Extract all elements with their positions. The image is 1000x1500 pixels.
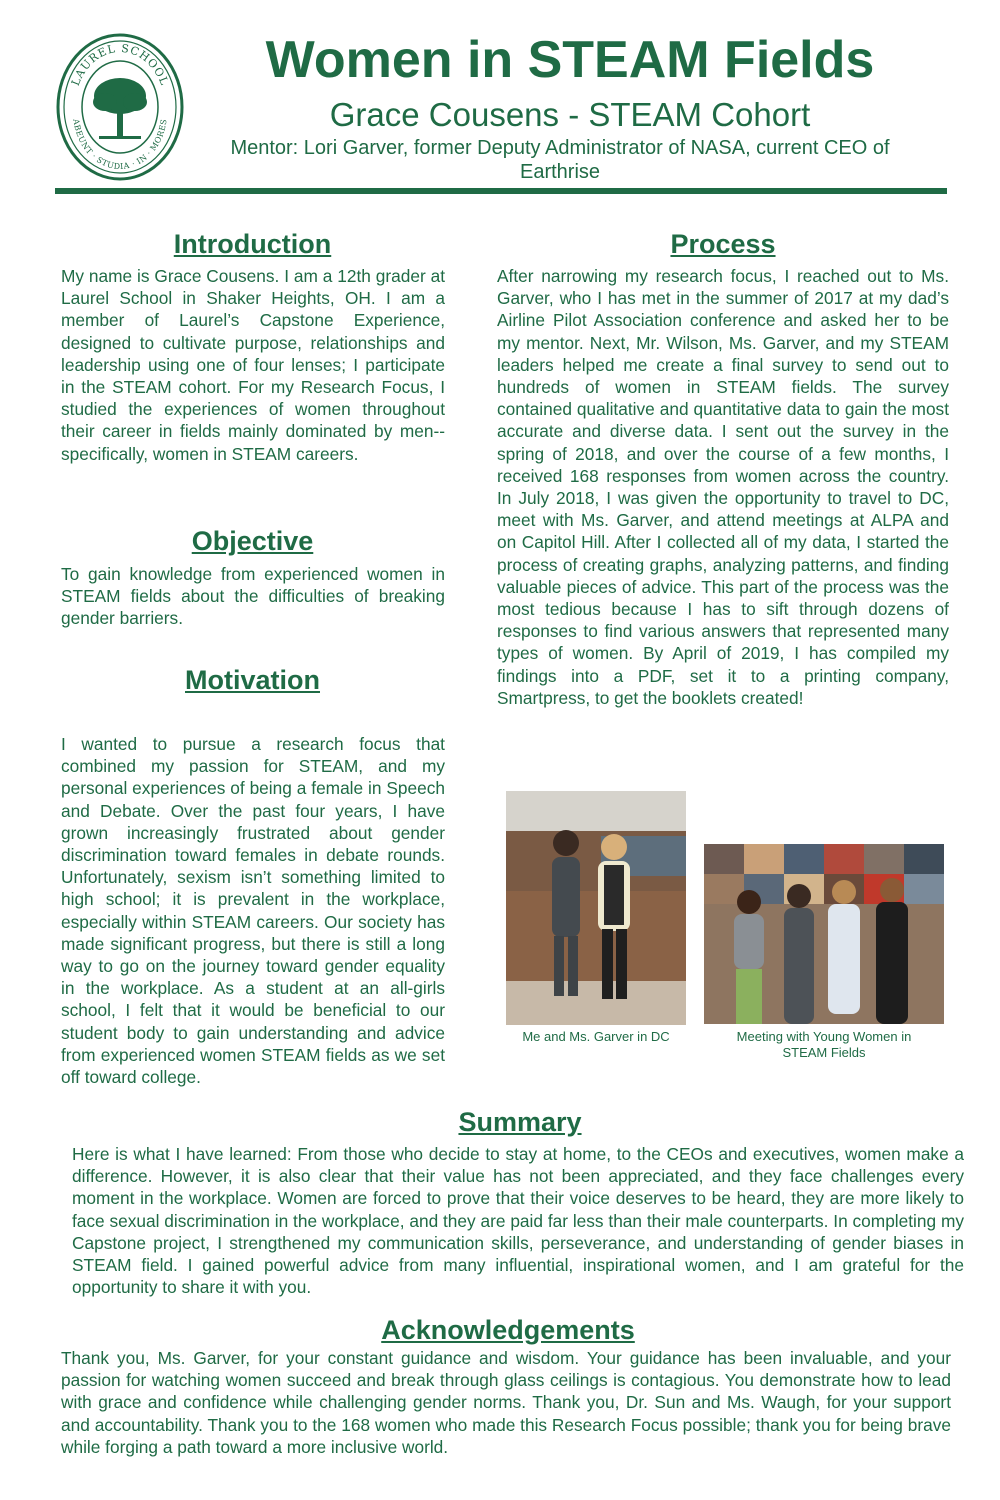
acknowledgements-heading: Acknowledgements	[381, 1315, 635, 1345]
header-divider	[55, 188, 947, 194]
objective-text: To gain knowledge from experienced women in STEAM fields about the difficulties of breaking gender barriers.	[61, 564, 445, 629]
laurel-school-seal	[55, 32, 185, 182]
introduction-heading: Introduction	[173, 229, 332, 259]
mentor-line: Mentor: Lori Garver, former Deputy Administrator of NASA, current CEO of Earthrise	[230, 137, 890, 183]
introduction-text: My name is Grace Cousens. I am a 12th grader at Laurel School in Shaker Heights, OH. I am a member of Laurel’s Capstone Experience, designed to cultivate purpose, relationships and leadership using one of four lenses; I participate in the STEAM cohort. For my Research Focus, I studied the experiences of women throughout their career in fields mainly dominated by men--specifically, women in STEAM careers.	[61, 266, 445, 464]
summary-heading: Summary	[458, 1107, 582, 1137]
motivation-heading: Motivation	[185, 665, 320, 695]
motivation-text: I wanted to pursue a research focus that combined my passion for STEAM, and my personal experiences of being a female in Speech and Debate. Over the past four years, I have grown increasingly frustrated about gender discrimination toward females in debate rounds. Unfortunately, sexism isn’t something limited to high school; it is prevalent in the workplace, especially within STEAM careers. Our society has made significant progress, but there is still a long way to go on the journey toward gender equality in the workplace. As a student at an all-girls school, I felt that it would be beneficial to our student body to gain understanding and advice from experienced women STEAM fields as we set off toward college.	[61, 734, 445, 1088]
poster-title: Women in STEAM Fields	[265, 31, 875, 89]
poster-subtitle: Grace Cousens - STEAM Cohort	[329, 96, 811, 133]
process-heading: Process	[670, 229, 776, 259]
photo-garver-dc	[506, 791, 686, 1025]
photo-young-women	[704, 844, 944, 1024]
svg-text:ABEUNT · STUDIA · IN · MORES: ABEUNT · STUDIA · IN · MORES	[71, 118, 169, 172]
svg-text:LAUREL SCHOOL: LAUREL SCHOOL	[68, 41, 172, 88]
objective-heading: Objective	[191, 526, 314, 556]
photo-caption-1: Me and Ms. Garver in DC	[522, 1029, 670, 1044]
acknowledgements-text: Thank you, Ms. Garver, for your constant guidance and wisdom. Your guidance has been invaluable, and your passion for watching women succeed and break through glass ceilings is contagious. You demonstrate how to lead with grace and confidence while challenging gender norms. Thank you, Dr. Sun and Ms. Waugh, for your support and accountability. Thank you to the 168 women who made this Research Focus possible; thank you for being brave while forging a path toward a more inclusive world.	[61, 1348, 951, 1457]
summary-text: Here is what I have learned: From those who decide to stay at home, to the CEOs and executives, women make a difference. However, it is also clear that their value has not been appreciated, and they face challenges every moment in the workplace. Women are forced to prove that their voice deserves to be heard, they are more likely to face sexual discrimination in the workplace, and they are paid far less than their male counterparts. In completing my Capstone project, I strengthened my communication skills, perseverance, and understanding of gender biases in STEAM field. I gained powerful advice from many influential, inspirational women, and I am grateful for the opportunity to share it with you.	[72, 1144, 964, 1298]
seal-graphic	[55, 32, 185, 182]
process-text: After narrowing my research focus, I reached out to Ms. Garver, who I has met in the summer of 2017 at my dad’s Airline Pilot Association conference and asked her to be my mentor. Next, Mr. Wilson, Ms. Garver, and my STEAM leaders helped me create a final survey to send out to hundreds of women in STEAM fields. The survey contained qualitative and quantitative data to gain the most accurate and diverse data. I sent out the survey in the spring of 2018, and over the course of a few months, I received 168 responses from women across the country. In July 2018, I was given the opportunity to travel to DC, meet with Ms. Garver, and attend meetings at ALPA and on Capitol Hill. After I collected all of my data, I started the process of creating graphs, analyzing patterns, and finding valuable pieces of advice. This part of the process was the most tedious because I has to sift through dozens of responses to find various answers that represented many types of women. By April of 2019, I has compiled my findings into a PDF, set it to a printing company, Smartpress, to get the booklets created!	[497, 266, 949, 708]
photo-caption-2: Meeting with Young Women in STEAM Fields	[736, 1029, 912, 1060]
tree-icon	[93, 78, 147, 139]
